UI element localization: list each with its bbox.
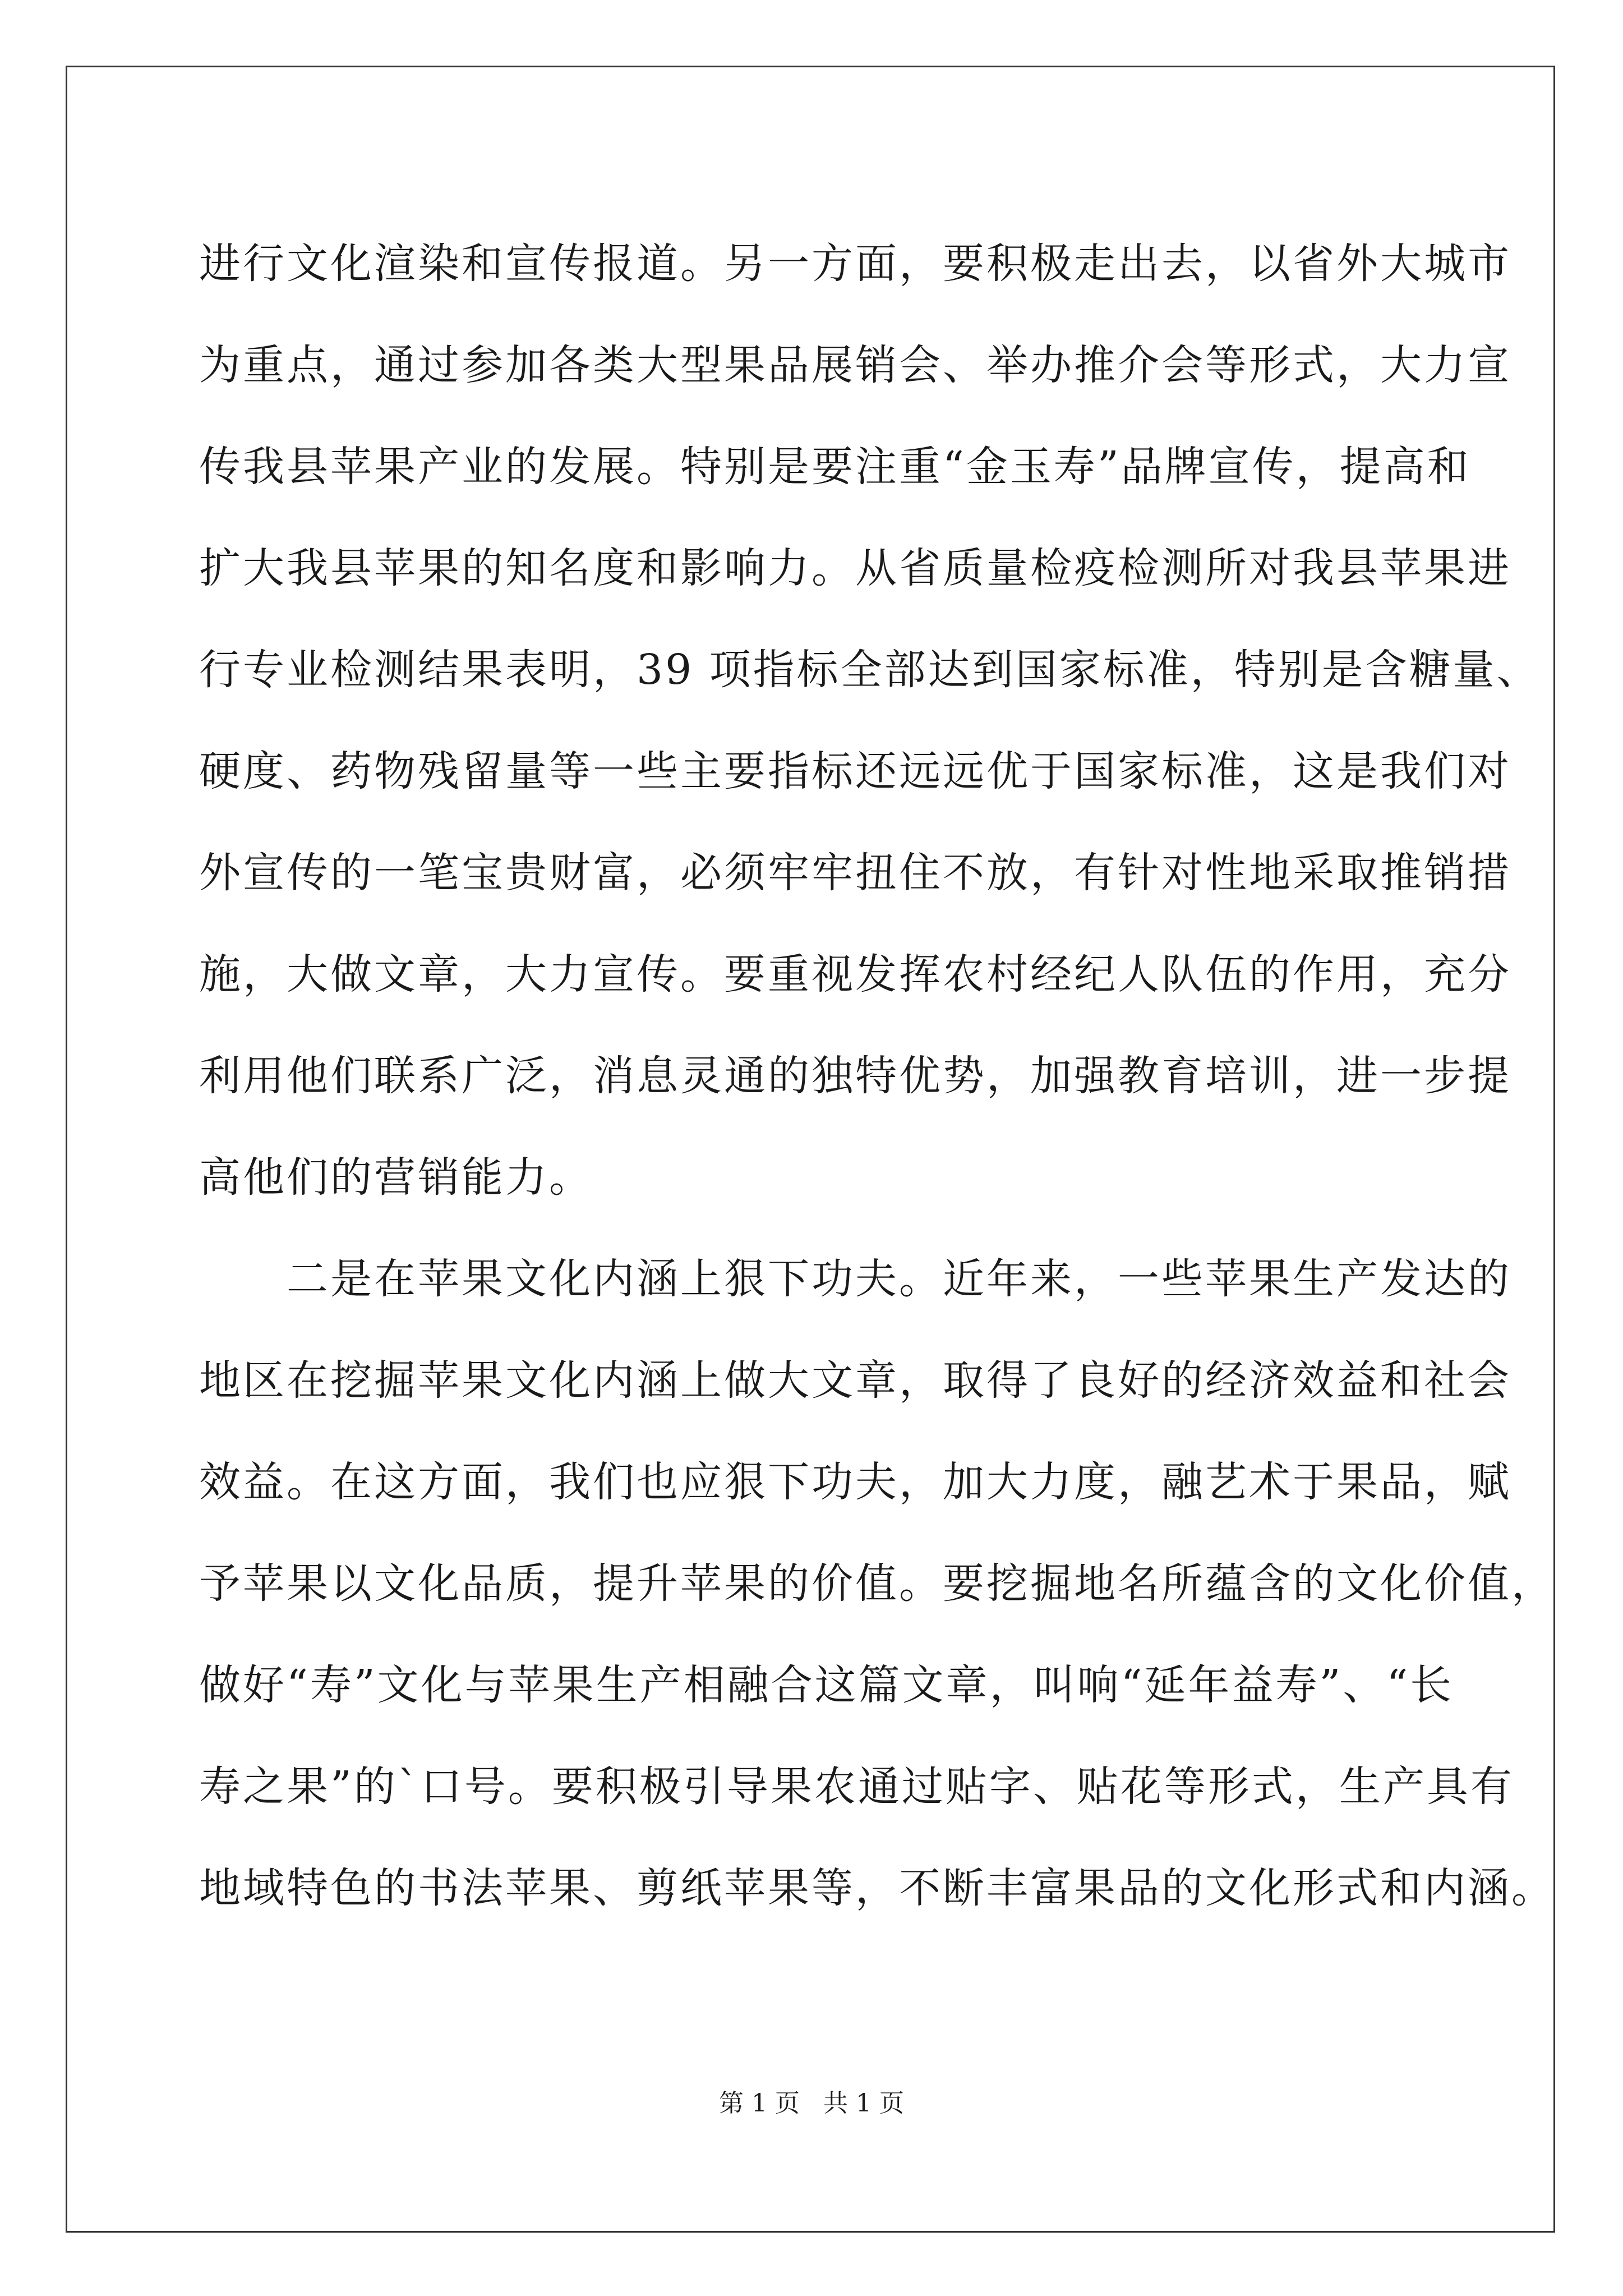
- text-line: 地区在挖掘苹果文化内涵上做大文章，取得了良好的经济效益和社会: [199, 1356, 1511, 1405]
- text-line: 予苹果以文化品质，提升苹果的价值。要挖掘地名所蕴含的文化价值，: [199, 1559, 1555, 1608]
- text-line: 进行文化渲染和宣传报道。另一方面，要积极走出去，以省外大城市: [199, 240, 1511, 288]
- text-line: 地域特色的书法苹果、剪纸苹果等，不断丰富果品的文化形式和内涵。: [199, 1864, 1555, 1912]
- text-line: 传我县苹果产业的发展。特别是要注重“金玉寿”品牌宣传，提高和: [199, 443, 1471, 491]
- page-footer: 第 1 页 共 1 页: [719, 2089, 904, 2118]
- text-line: 二是在苹果文化内涵上狠下功夫。近年来，一些苹果生产发达的: [199, 1255, 1511, 1303]
- text-line: 高他们的营销能力。: [199, 1153, 593, 1202]
- text-line: 施，大做文章，大力宣传。要重视发挥农村经纪人队伍的作用，充分: [199, 950, 1511, 999]
- text-line: 行专业检测结果表明，39 项指标全部达到国家标准，特别是含糖量、: [199, 646, 1541, 694]
- text-line: 效益。在这方面，我们也应狠下功夫，加大力度，融艺术于果品，赋: [199, 1458, 1511, 1506]
- text-line: 做好“寿”文化与苹果生产相融合这篇文章，叫响“延年益寿”、“长: [199, 1661, 1454, 1709]
- text-line: 外宣传的一笔宝贵财富，必须牢牢扭住不放，有针对性地采取推销措: [199, 849, 1511, 897]
- text-line: 利用他们联系广泛，消息灵通的独特优势，加强教育培训，进一步提: [199, 1052, 1511, 1100]
- text-line: 硬度、药物残留量等一些主要指标还远远优于国家标准，这是我们对: [199, 747, 1511, 795]
- text-line: 寿之果”的`口号。要积极引导果农通过贴字、贴花等形式，生产具有: [199, 1763, 1514, 1811]
- document-body: [199, 213, 1555, 1939]
- text-line: 扩大我县苹果的知名度和影响力。从省质量检疫检测所对我县苹果进: [199, 544, 1511, 592]
- text-line: 为重点，通过参加各类大型果品展销会、举办推介会等形式，大力宣: [199, 341, 1511, 389]
